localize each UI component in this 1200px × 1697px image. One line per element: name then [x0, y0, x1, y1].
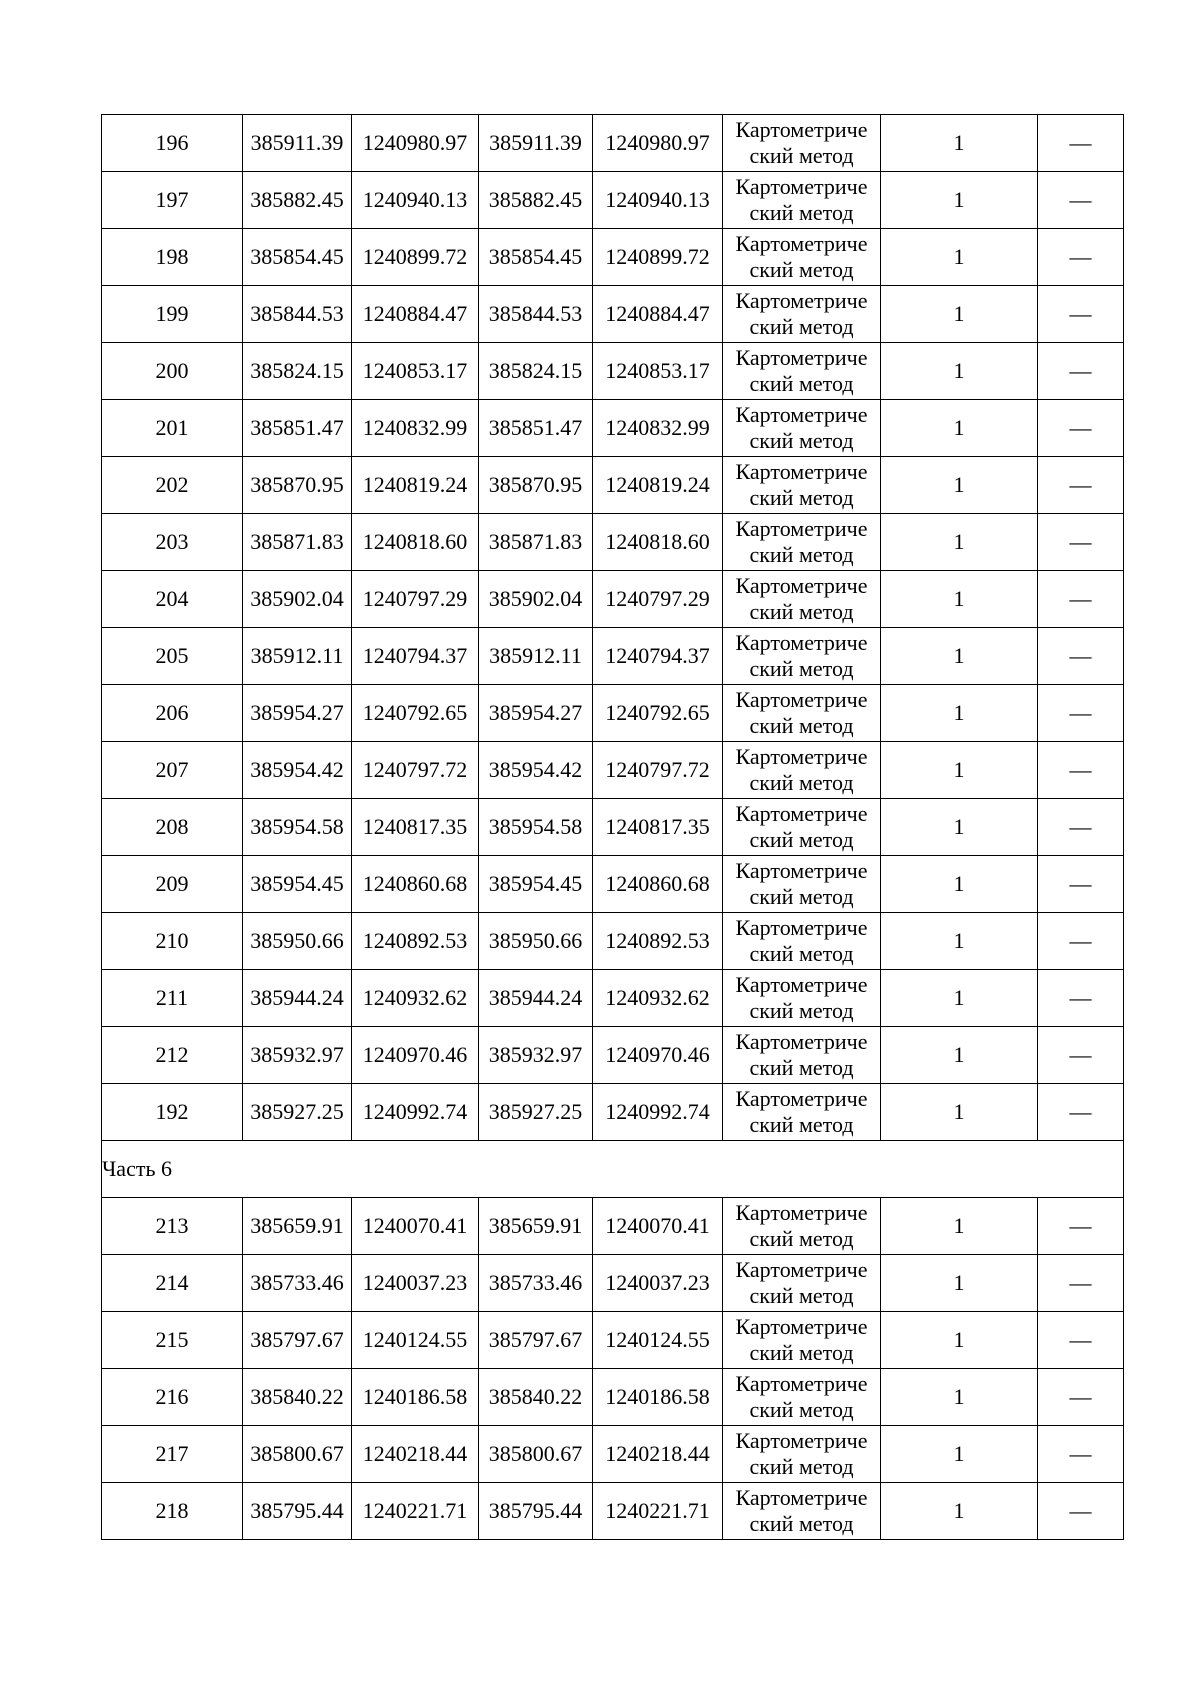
y-new-cell: 1240860.68 — [593, 856, 723, 913]
method-text-line-1: Картометриче — [735, 1257, 868, 1282]
y-old-cell: 1240853.17 — [352, 343, 479, 400]
x-new-cell: 385902.04 — [479, 571, 593, 628]
method-text-line-1: Картометриче — [735, 288, 868, 313]
x-new-cell: 385871.83 — [479, 514, 593, 571]
x-new-cell: 385800.67 — [479, 1426, 593, 1483]
x-new-cell: 385795.44 — [479, 1483, 593, 1540]
x-new-cell: 385954.27 — [479, 685, 593, 742]
y-old-cell: 1240792.65 — [352, 685, 479, 742]
table-row — [102, 1312, 1124, 1369]
section-title: Часть 6 — [102, 1141, 1124, 1198]
method-text-line-1: Картометриче — [735, 231, 868, 256]
method-cell — [723, 1312, 881, 1369]
x-old-cell: 385797.67 — [243, 1312, 352, 1369]
y-new-cell: 1240980.97 — [593, 115, 723, 172]
method-text-line-1: Картометриче — [735, 915, 868, 940]
description-cell: — — [1038, 400, 1124, 457]
point-number-cell: 213 — [102, 1198, 243, 1255]
method-cell — [723, 1255, 881, 1312]
method-text-line-2: ский метод — [749, 1226, 854, 1251]
precision-cell: 1 — [881, 1198, 1038, 1255]
y-old-cell: 1240797.29 — [352, 571, 479, 628]
coordinates-table — [101, 114, 1124, 1540]
point-number-cell: 202 — [102, 457, 243, 514]
x-old-cell: 385870.95 — [243, 457, 352, 514]
table-row — [102, 571, 1124, 628]
table-row — [102, 1255, 1124, 1312]
method-text-line-1: Картометриче — [735, 801, 868, 826]
description-cell: — — [1038, 970, 1124, 1027]
y-new-cell: 1240037.23 — [593, 1255, 723, 1312]
table-body — [102, 115, 1124, 1540]
table-row — [102, 913, 1124, 970]
point-number-cell: 209 — [102, 856, 243, 913]
method-text-line-2: ский метод — [749, 314, 854, 339]
method-text-line-1: Картометриче — [735, 402, 868, 427]
method-cell — [723, 1369, 881, 1426]
x-old-cell: 385954.42 — [243, 742, 352, 799]
method-cell — [723, 970, 881, 1027]
method-cell — [723, 400, 881, 457]
method-text-line-1: Картометриче — [735, 744, 868, 769]
x-old-cell: 385912.11 — [243, 628, 352, 685]
x-new-cell: 385844.53 — [479, 286, 593, 343]
method-text-line-1: Картометриче — [735, 1371, 868, 1396]
description-cell: — — [1038, 571, 1124, 628]
method-text-line-2: ский метод — [749, 1454, 854, 1479]
x-old-cell: 385927.25 — [243, 1084, 352, 1141]
x-new-cell: 385882.45 — [479, 172, 593, 229]
x-old-cell: 385954.45 — [243, 856, 352, 913]
y-old-cell: 1240794.37 — [352, 628, 479, 685]
method-text-line-2: ский метод — [749, 485, 854, 510]
description-cell: — — [1038, 343, 1124, 400]
method-text-line-1: Картометриче — [735, 1485, 868, 1510]
y-new-cell: 1240817.35 — [593, 799, 723, 856]
method-text-line-1: Картометриче — [735, 117, 868, 142]
table-row — [102, 742, 1124, 799]
description-cell: — — [1038, 1198, 1124, 1255]
method-text-line-1: Картометриче — [735, 174, 868, 199]
y-old-cell: 1240037.23 — [352, 1255, 479, 1312]
description-cell: — — [1038, 1312, 1124, 1369]
y-old-cell: 1240070.41 — [352, 1198, 479, 1255]
method-cell — [723, 571, 881, 628]
y-new-cell: 1240070.41 — [593, 1198, 723, 1255]
method-text-line-2: ский метод — [749, 656, 854, 681]
method-text-line-2: ский метод — [749, 713, 854, 738]
method-text-line-1: Картометриче — [735, 630, 868, 655]
y-new-cell: 1240940.13 — [593, 172, 723, 229]
precision-cell: 1 — [881, 685, 1038, 742]
y-new-cell: 1240792.65 — [593, 685, 723, 742]
point-number-cell: 208 — [102, 799, 243, 856]
x-new-cell: 385840.22 — [479, 1369, 593, 1426]
section-header-row — [102, 1141, 1124, 1198]
table-row — [102, 286, 1124, 343]
method-text-line-1: Картометриче — [735, 516, 868, 541]
y-old-cell: 1240970.46 — [352, 1027, 479, 1084]
x-old-cell: 385950.66 — [243, 913, 352, 970]
y-new-cell: 1240970.46 — [593, 1027, 723, 1084]
x-old-cell: 385902.04 — [243, 571, 352, 628]
method-text-line-1: Картометриче — [735, 345, 868, 370]
method-text-line-2: ский метод — [749, 542, 854, 567]
method-cell — [723, 1198, 881, 1255]
y-old-cell: 1240932.62 — [352, 970, 479, 1027]
method-text-line-2: ский метод — [749, 770, 854, 795]
method-text-line-2: ский метод — [749, 200, 854, 225]
table-row — [102, 1483, 1124, 1540]
method-cell — [723, 685, 881, 742]
x-new-cell: 385824.15 — [479, 343, 593, 400]
method-text-line-2: ский метод — [749, 1055, 854, 1080]
method-text-line-1: Картометриче — [735, 1200, 868, 1225]
precision-cell: 1 — [881, 970, 1038, 1027]
description-cell: — — [1038, 913, 1124, 970]
x-new-cell: 385927.25 — [479, 1084, 593, 1141]
precision-cell: 1 — [881, 400, 1038, 457]
y-new-cell: 1240794.37 — [593, 628, 723, 685]
point-number-cell: 215 — [102, 1312, 243, 1369]
description-cell: — — [1038, 229, 1124, 286]
point-number-cell: 196 — [102, 115, 243, 172]
y-old-cell: 1240940.13 — [352, 172, 479, 229]
point-number-cell: 214 — [102, 1255, 243, 1312]
description-cell: — — [1038, 1369, 1124, 1426]
table-row — [102, 1426, 1124, 1483]
table-row — [102, 799, 1124, 856]
method-text-line-1: Картометриче — [735, 1428, 868, 1453]
x-old-cell: 385659.91 — [243, 1198, 352, 1255]
y-new-cell: 1240899.72 — [593, 229, 723, 286]
point-number-cell: 211 — [102, 970, 243, 1027]
x-old-cell: 385871.83 — [243, 514, 352, 571]
precision-cell: 1 — [881, 856, 1038, 913]
method-cell — [723, 1483, 881, 1540]
method-text-line-2: ский метод — [749, 1283, 854, 1308]
method-cell — [723, 514, 881, 571]
precision-cell: 1 — [881, 115, 1038, 172]
table-row — [102, 457, 1124, 514]
method-cell — [723, 229, 881, 286]
method-cell — [723, 742, 881, 799]
method-text-line-1: Картометриче — [735, 687, 868, 712]
y-old-cell: 1240860.68 — [352, 856, 479, 913]
table-row — [102, 1369, 1124, 1426]
method-cell — [723, 913, 881, 970]
point-number-cell: 198 — [102, 229, 243, 286]
x-old-cell: 385854.45 — [243, 229, 352, 286]
point-number-cell: 205 — [102, 628, 243, 685]
x-old-cell: 385882.45 — [243, 172, 352, 229]
description-cell: — — [1038, 1426, 1124, 1483]
precision-cell: 1 — [881, 1084, 1038, 1141]
point-number-cell: 210 — [102, 913, 243, 970]
x-new-cell: 385954.42 — [479, 742, 593, 799]
y-new-cell: 1240818.60 — [593, 514, 723, 571]
description-cell: — — [1038, 514, 1124, 571]
y-old-cell: 1240817.35 — [352, 799, 479, 856]
precision-cell: 1 — [881, 229, 1038, 286]
method-cell — [723, 856, 881, 913]
x-new-cell: 385870.95 — [479, 457, 593, 514]
method-text-line-2: ский метод — [749, 1511, 854, 1536]
point-number-cell: 212 — [102, 1027, 243, 1084]
method-text-line-2: ский метод — [749, 1112, 854, 1137]
x-old-cell: 385824.15 — [243, 343, 352, 400]
precision-cell: 1 — [881, 1426, 1038, 1483]
x-new-cell: 385932.97 — [479, 1027, 593, 1084]
x-new-cell: 385733.46 — [479, 1255, 593, 1312]
method-text-line-2: ский метод — [749, 257, 854, 282]
method-text-line-2: ский метод — [749, 941, 854, 966]
point-number-cell: 216 — [102, 1369, 243, 1426]
method-text-line-1: Картометриче — [735, 972, 868, 997]
precision-cell: 1 — [881, 1483, 1038, 1540]
table-row — [102, 970, 1124, 1027]
x-old-cell: 385954.27 — [243, 685, 352, 742]
method-text-line-1: Картометриче — [735, 1086, 868, 1111]
y-new-cell: 1240992.74 — [593, 1084, 723, 1141]
x-new-cell: 385797.67 — [479, 1312, 593, 1369]
precision-cell: 1 — [881, 913, 1038, 970]
method-text-line-2: ский метод — [749, 884, 854, 909]
method-text-line-2: ский метод — [749, 827, 854, 852]
x-old-cell: 385795.44 — [243, 1483, 352, 1540]
x-old-cell: 385844.53 — [243, 286, 352, 343]
description-cell: — — [1038, 799, 1124, 856]
method-text-line-1: Картометриче — [735, 573, 868, 598]
x-old-cell: 385944.24 — [243, 970, 352, 1027]
point-number-cell: 217 — [102, 1426, 243, 1483]
x-old-cell: 385932.97 — [243, 1027, 352, 1084]
method-cell — [723, 799, 881, 856]
method-text-line-2: ский метод — [749, 1397, 854, 1422]
method-text-line-2: ский метод — [749, 599, 854, 624]
method-text-line-2: ский метод — [749, 998, 854, 1023]
y-new-cell: 1240218.44 — [593, 1426, 723, 1483]
y-old-cell: 1240797.72 — [352, 742, 479, 799]
description-cell: — — [1038, 685, 1124, 742]
precision-cell: 1 — [881, 172, 1038, 229]
table-row — [102, 628, 1124, 685]
precision-cell: 1 — [881, 628, 1038, 685]
description-cell: — — [1038, 115, 1124, 172]
precision-cell: 1 — [881, 799, 1038, 856]
y-new-cell: 1240884.47 — [593, 286, 723, 343]
precision-cell: 1 — [881, 1027, 1038, 1084]
x-old-cell: 385851.47 — [243, 400, 352, 457]
method-text-line-2: ский метод — [749, 143, 854, 168]
x-old-cell: 385840.22 — [243, 1369, 352, 1426]
y-new-cell: 1240797.72 — [593, 742, 723, 799]
point-number-cell: 206 — [102, 685, 243, 742]
table-row — [102, 172, 1124, 229]
x-new-cell: 385911.39 — [479, 115, 593, 172]
method-text-line-2: ский метод — [749, 428, 854, 453]
y-old-cell: 1240892.53 — [352, 913, 479, 970]
y-old-cell: 1240832.99 — [352, 400, 479, 457]
table-row — [102, 685, 1124, 742]
precision-cell: 1 — [881, 1255, 1038, 1312]
method-text-line-1: Картометриче — [735, 1314, 868, 1339]
precision-cell: 1 — [881, 571, 1038, 628]
y-old-cell: 1240186.58 — [352, 1369, 479, 1426]
method-cell — [723, 628, 881, 685]
point-number-cell: 199 — [102, 286, 243, 343]
method-text-line-1: Картометриче — [735, 858, 868, 883]
x-new-cell: 385851.47 — [479, 400, 593, 457]
description-cell: — — [1038, 286, 1124, 343]
x-old-cell: 385733.46 — [243, 1255, 352, 1312]
description-cell: — — [1038, 1255, 1124, 1312]
y-old-cell: 1240899.72 — [352, 229, 479, 286]
table-row — [102, 1027, 1124, 1084]
description-cell: — — [1038, 457, 1124, 514]
precision-cell: 1 — [881, 1369, 1038, 1426]
precision-cell: 1 — [881, 742, 1038, 799]
method-text-line-1: Картометриче — [735, 459, 868, 484]
point-number-cell: 197 — [102, 172, 243, 229]
method-cell — [723, 286, 881, 343]
description-cell: — — [1038, 1084, 1124, 1141]
precision-cell: 1 — [881, 514, 1038, 571]
y-old-cell: 1240124.55 — [352, 1312, 479, 1369]
y-new-cell: 1240932.62 — [593, 970, 723, 1027]
method-cell — [723, 343, 881, 400]
method-cell — [723, 172, 881, 229]
point-number-cell: 201 — [102, 400, 243, 457]
point-number-cell: 203 — [102, 514, 243, 571]
y-new-cell: 1240221.71 — [593, 1483, 723, 1540]
precision-cell: 1 — [881, 1312, 1038, 1369]
table-row — [102, 400, 1124, 457]
x-old-cell: 385800.67 — [243, 1426, 352, 1483]
y-old-cell: 1240818.60 — [352, 514, 479, 571]
x-new-cell: 385954.45 — [479, 856, 593, 913]
y-old-cell: 1240992.74 — [352, 1084, 479, 1141]
description-cell: — — [1038, 1027, 1124, 1084]
method-text-line-2: ский метод — [749, 1340, 854, 1365]
x-old-cell: 385911.39 — [243, 115, 352, 172]
method-text-line-2: ский метод — [749, 371, 854, 396]
point-number-cell: 192 — [102, 1084, 243, 1141]
table-row — [102, 856, 1124, 913]
y-new-cell: 1240892.53 — [593, 913, 723, 970]
x-new-cell: 385659.91 — [479, 1198, 593, 1255]
description-cell: — — [1038, 628, 1124, 685]
table-row — [102, 115, 1124, 172]
y-old-cell: 1240819.24 — [352, 457, 479, 514]
description-cell: — — [1038, 1483, 1124, 1540]
table-row — [102, 1198, 1124, 1255]
x-new-cell: 385854.45 — [479, 229, 593, 286]
table-row — [102, 514, 1124, 571]
y-new-cell: 1240853.17 — [593, 343, 723, 400]
precision-cell: 1 — [881, 457, 1038, 514]
y-old-cell: 1240884.47 — [352, 286, 479, 343]
description-cell: — — [1038, 742, 1124, 799]
x-new-cell: 385950.66 — [479, 913, 593, 970]
y-new-cell: 1240797.29 — [593, 571, 723, 628]
y-new-cell: 1240832.99 — [593, 400, 723, 457]
method-cell — [723, 1027, 881, 1084]
point-number-cell: 207 — [102, 742, 243, 799]
y-new-cell: 1240124.55 — [593, 1312, 723, 1369]
table-row — [102, 1084, 1124, 1141]
point-number-cell: 218 — [102, 1483, 243, 1540]
y-old-cell: 1240980.97 — [352, 115, 479, 172]
description-cell: — — [1038, 172, 1124, 229]
method-cell — [723, 115, 881, 172]
method-cell — [723, 1084, 881, 1141]
y-old-cell: 1240221.71 — [352, 1483, 479, 1540]
method-cell — [723, 1426, 881, 1483]
y-new-cell: 1240186.58 — [593, 1369, 723, 1426]
point-number-cell: 200 — [102, 343, 243, 400]
y-old-cell: 1240218.44 — [352, 1426, 479, 1483]
precision-cell: 1 — [881, 343, 1038, 400]
method-cell — [723, 457, 881, 514]
point-number-cell: 204 — [102, 571, 243, 628]
table-row — [102, 343, 1124, 400]
x-new-cell: 385954.58 — [479, 799, 593, 856]
x-new-cell: 385912.11 — [479, 628, 593, 685]
precision-cell: 1 — [881, 286, 1038, 343]
method-text-line-1: Картометриче — [735, 1029, 868, 1054]
y-new-cell: 1240819.24 — [593, 457, 723, 514]
table-row — [102, 229, 1124, 286]
x-old-cell: 385954.58 — [243, 799, 352, 856]
description-cell: — — [1038, 856, 1124, 913]
x-new-cell: 385944.24 — [479, 970, 593, 1027]
